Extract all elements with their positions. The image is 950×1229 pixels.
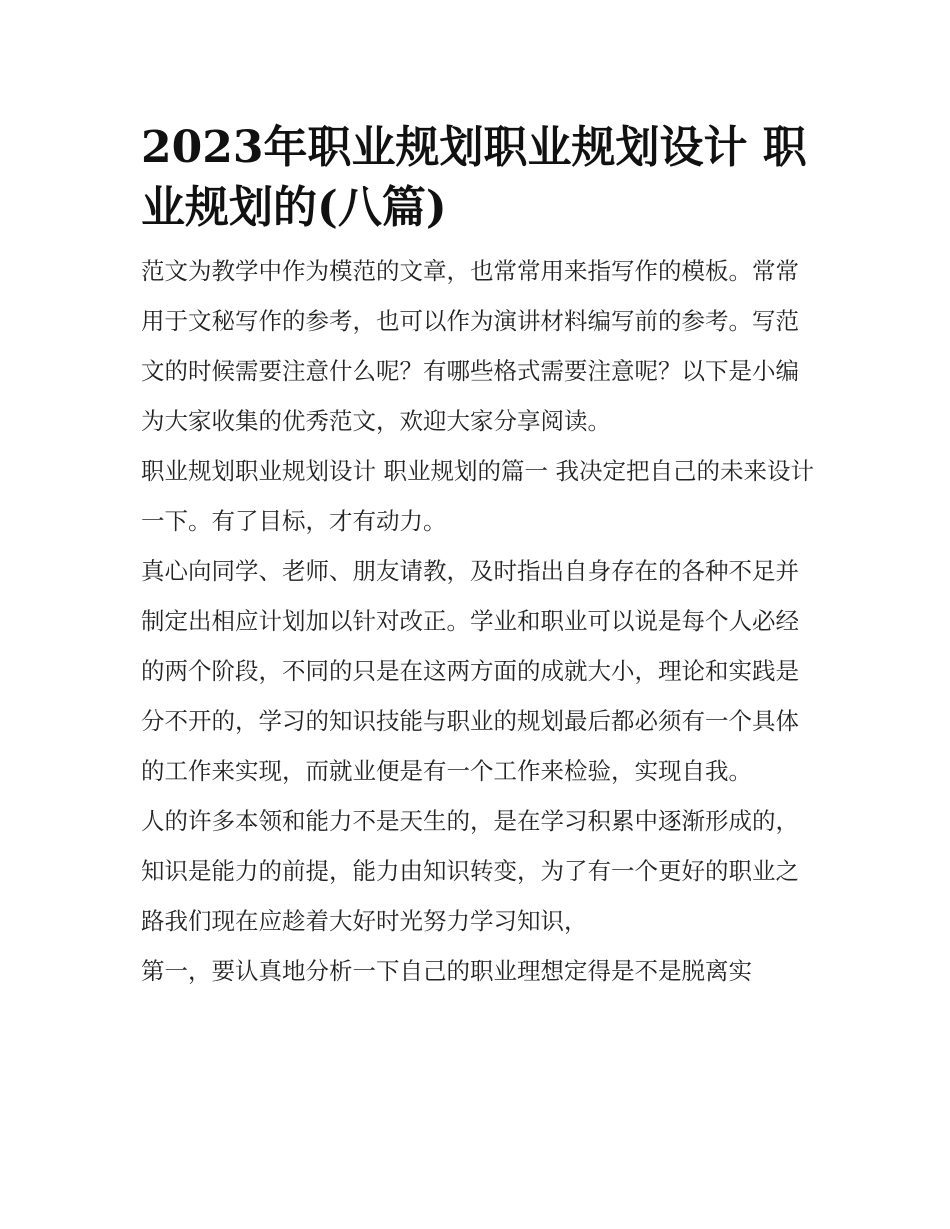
paragraph: 职业规划职业规划设计 职业规划的篇一 我决定把自己的未来设计一下。有了目标，才有动力。 — [141, 457, 814, 535]
document-title: 2023年职业规划职业规划设计 职业规划的(八篇) — [141, 122, 807, 233]
paragraph: 人的许多本领和能力不是天生的，是在学习积累中逐渐形成的，知识是能力的前提，能力由知识转变，为了有一个更好的职业之路我们现在应趁着大好时光努力学习知识， — [141, 807, 799, 935]
document-body — [141, 246, 816, 996]
paragraph: 第一，要认真地分析一下自己的职业理想定得是不是脱离实 — [141, 957, 752, 985]
paragraph: 范文为教学中作为模范的文章，也常常用来指写作的模板。常常用于文秘写作的参考，也可以作为演讲材料编写前的参考。写范文的时候需要注意什么呢？有哪些格式需要注意呢？以下是小编为大家收集的优秀范文，欢迎大家分享阅读。 — [141, 257, 799, 435]
paragraph: 真心向同学、老师、朋友请教，及时指出自身存在的各种不足并制定出相应计划加以针对改正。学业和职业可以说是每个人必经的两个阶段，不同的只是在这两方面的成就大小，理论和实践是分不开的，学习的知识技能与职业的规划最后都必须有一个具体的工作来实现，而就业便是有一个工作来检验，实现自我。 — [141, 557, 799, 785]
document-content — [141, 118, 816, 996]
